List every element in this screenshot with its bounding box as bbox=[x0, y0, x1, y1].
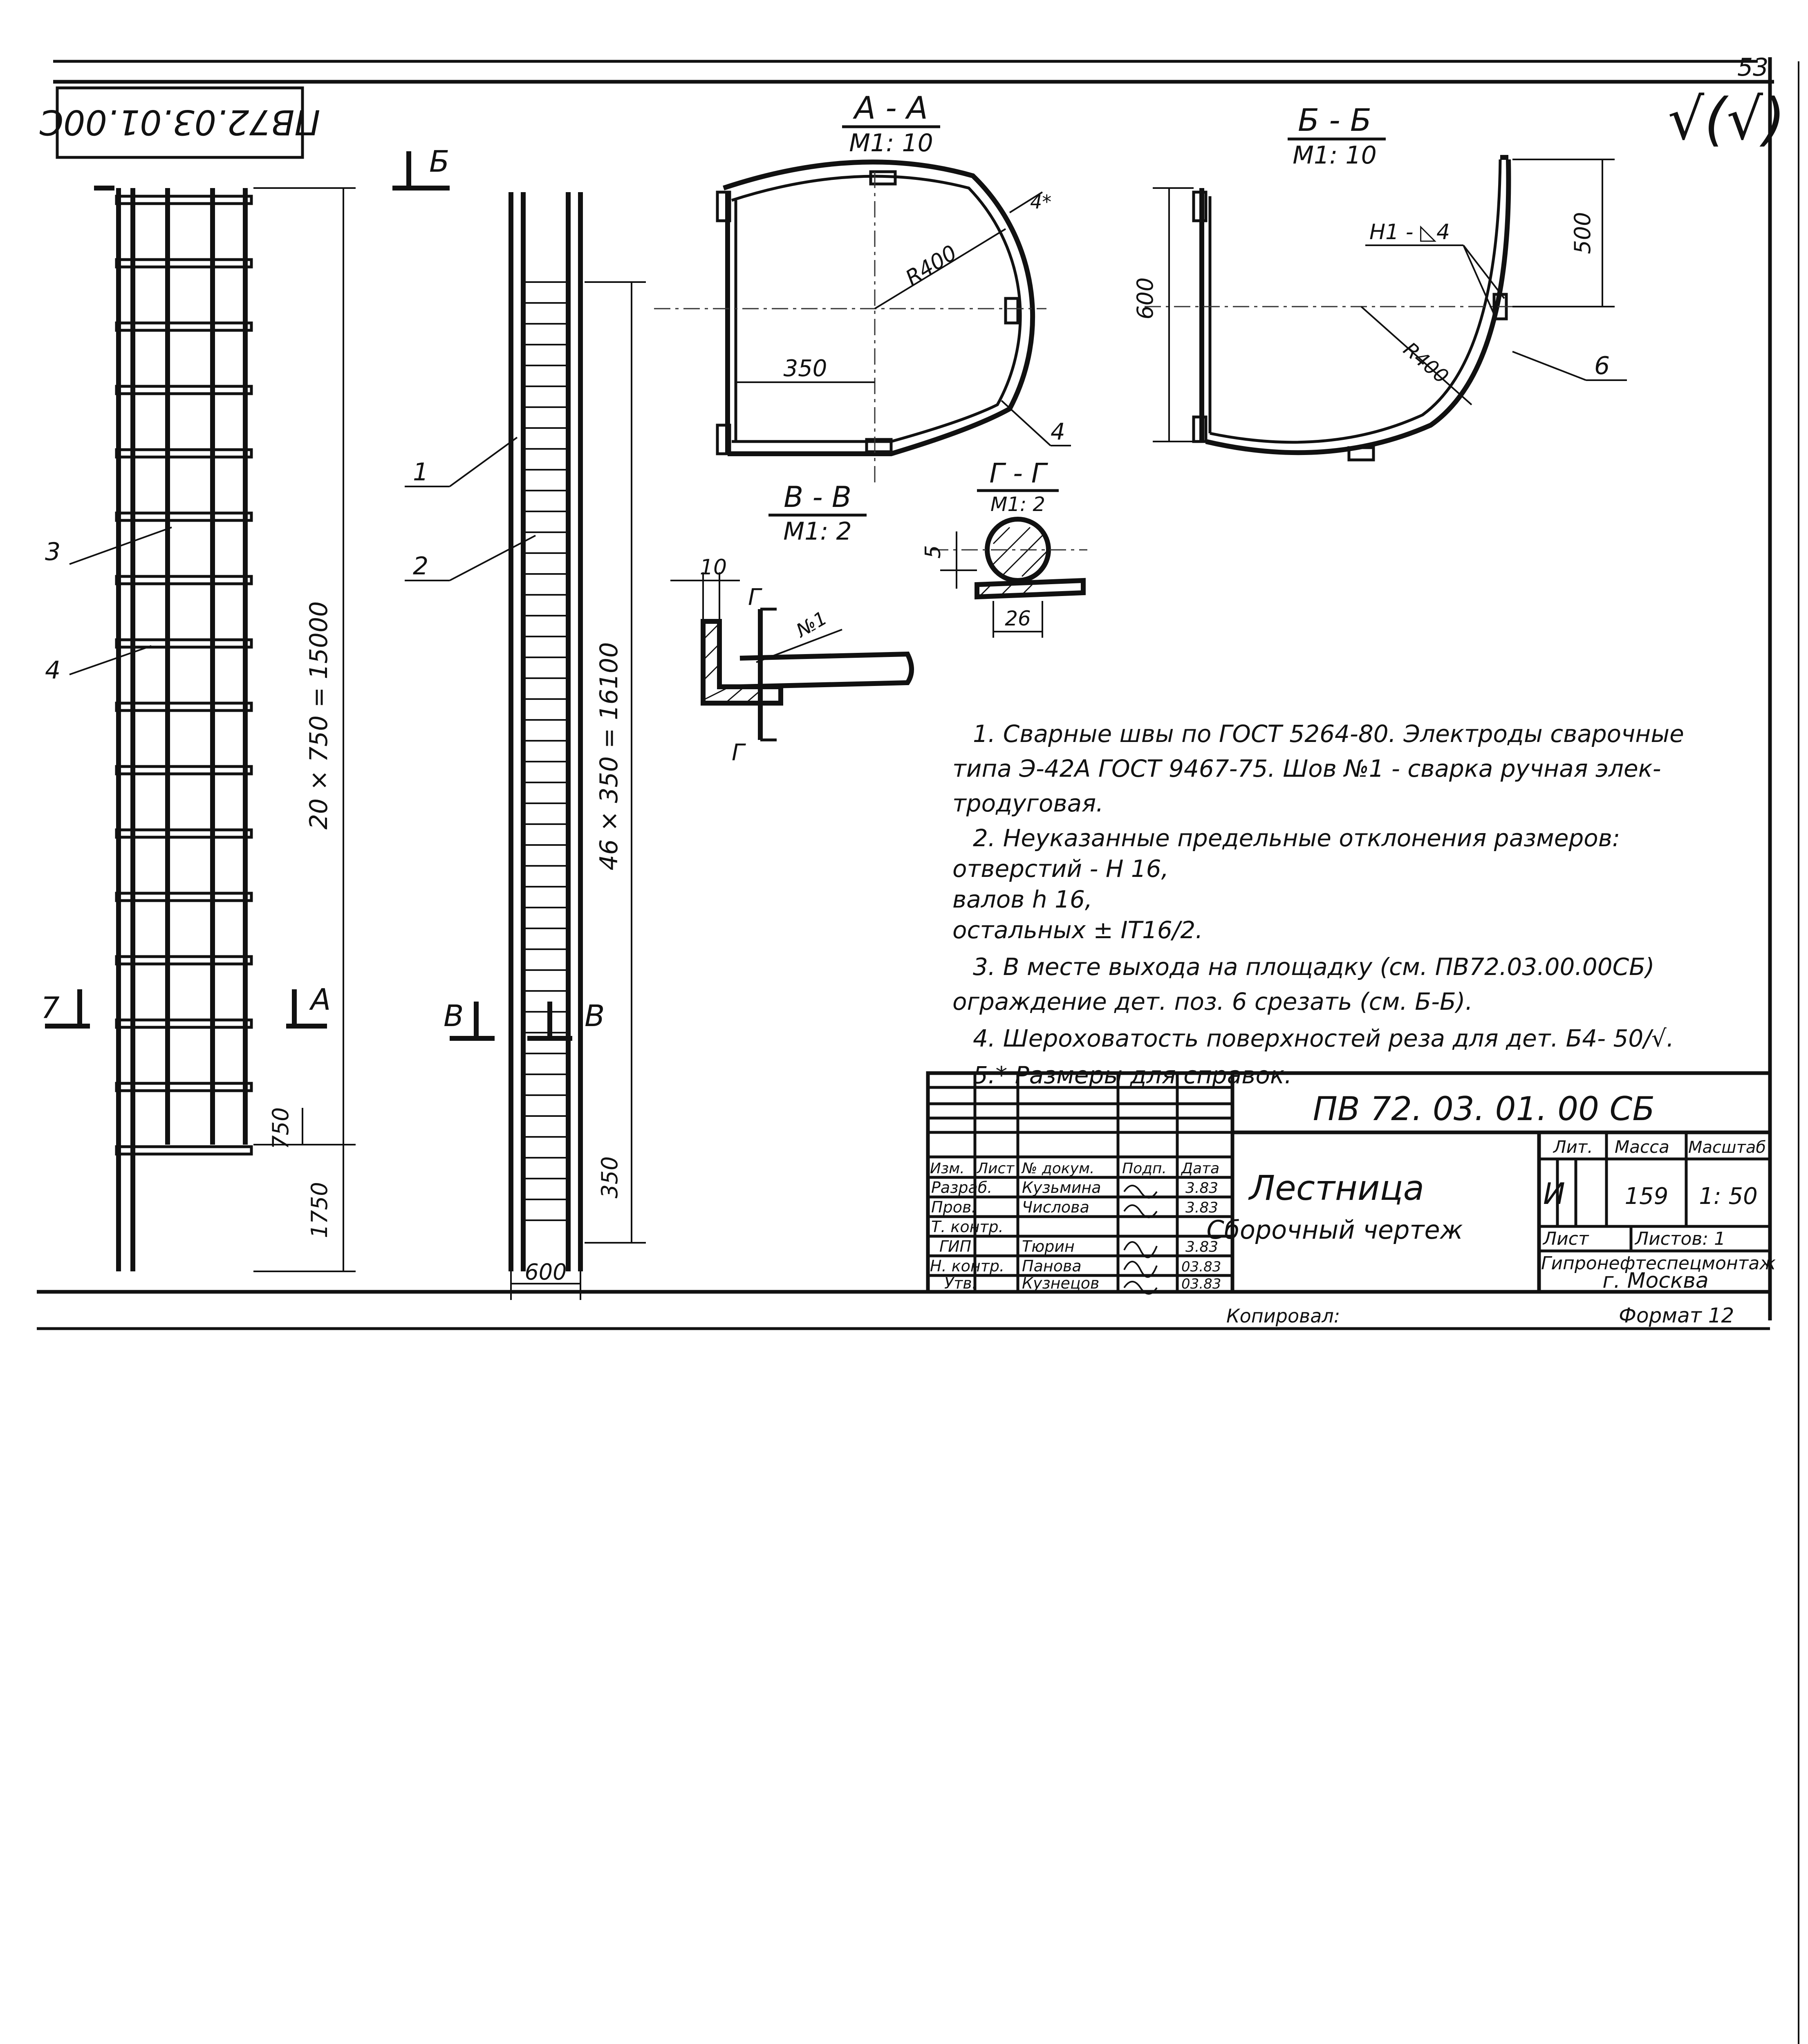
tb-org: Гипронефтеспецмонтаж bbox=[1541, 1253, 1776, 1274]
section-aa-callout-4: 4 bbox=[1051, 419, 1065, 445]
tb-header-change: Изм. bbox=[930, 1160, 965, 1177]
section-mark-a: А bbox=[311, 982, 331, 1017]
section-bb-title: Б - Б bbox=[1297, 102, 1372, 138]
front-rung bbox=[117, 1083, 251, 1091]
tb-doc-code: ПВ 72. 03. 01. 00 СБ bbox=[1313, 1090, 1655, 1128]
front-rung bbox=[117, 957, 251, 964]
front-rung bbox=[117, 513, 251, 520]
tb-row6-date: 03.83 bbox=[1181, 1276, 1221, 1292]
tb-row2-role: Пров. bbox=[931, 1198, 977, 1216]
front-rung bbox=[117, 703, 251, 710]
tb-header-sheet: Лист bbox=[977, 1160, 1015, 1177]
callout-4-left: 4 bbox=[45, 656, 61, 685]
section-vv-scale: М1: 2 bbox=[783, 517, 852, 546]
tb-sheets-label: Листов: 1 bbox=[1635, 1228, 1726, 1249]
front-rung bbox=[117, 1020, 251, 1027]
tb-header-docno: № докум. bbox=[1022, 1160, 1095, 1177]
section-bb-height: 600 bbox=[1132, 277, 1158, 320]
note-line-9: ограждение дет. поз. 6 срезать (см. Б-Б). bbox=[952, 988, 1473, 1015]
section-vv-weld: №1 bbox=[792, 607, 831, 642]
format-label: Формат 12 bbox=[1619, 1304, 1734, 1327]
tb-row4-role: ГИП bbox=[939, 1237, 972, 1255]
front-rung bbox=[117, 450, 251, 457]
tb-row2-date: 3.83 bbox=[1185, 1199, 1219, 1216]
note-line-5: отверстий - Н 16, bbox=[952, 855, 1169, 883]
tb-row6-role: Утв. bbox=[944, 1274, 977, 1292]
section-gg-width: 26 bbox=[1005, 607, 1031, 630]
callout-1: 1 bbox=[413, 458, 429, 486]
note-line-7: остальных ± IT16/2. bbox=[952, 916, 1203, 944]
dim-ladder-side-step: 350 bbox=[597, 1156, 623, 1199]
section-a-a bbox=[654, 90, 1071, 486]
section-b-b bbox=[1132, 102, 1627, 460]
note-line-4: 2. Неуказанные предельные отклонения размеров: bbox=[973, 824, 1620, 852]
tb-row1-name: Кузьмина bbox=[1022, 1179, 1101, 1197]
note-line-6: валов h 16, bbox=[952, 885, 1093, 913]
tb-row5-role: Н. контр. bbox=[930, 1257, 1005, 1275]
front-rung bbox=[117, 640, 251, 647]
front-rung bbox=[117, 1147, 251, 1154]
section-vv-title: В - В bbox=[784, 480, 851, 514]
dim-ladder-total: 20 × 750 = 15000 bbox=[305, 601, 333, 830]
tb-mass-value: 159 bbox=[1624, 1183, 1669, 1210]
tb-header-lit: Лит. bbox=[1553, 1137, 1593, 1157]
section-bb-scale: М1: 10 bbox=[1293, 141, 1377, 170]
ladder-side-view bbox=[405, 192, 646, 1300]
note-line-3: тродуговая. bbox=[952, 789, 1104, 817]
copied-label: Копировал: bbox=[1226, 1305, 1340, 1327]
front-rung bbox=[117, 196, 251, 204]
section-gg-mark-bottom: Г bbox=[732, 740, 745, 766]
front-rung bbox=[117, 576, 251, 584]
tb-row3-role: Т. контр. bbox=[931, 1218, 1004, 1236]
technical-notes bbox=[952, 720, 1684, 1089]
section-aa-radius: R400 bbox=[901, 240, 961, 291]
section-mark-b: Б bbox=[429, 144, 450, 179]
section-mark-v-right: В bbox=[585, 999, 605, 1033]
tb-header-scale: Масштаб bbox=[1688, 1138, 1766, 1157]
tb-row1-role: Разраб. bbox=[931, 1179, 992, 1197]
dim-ladder-bottom: 1750 bbox=[307, 1182, 332, 1238]
section-gg-scale: М1: 2 bbox=[990, 493, 1045, 516]
tb-row4-name: Тюрин bbox=[1022, 1237, 1075, 1255]
front-rung bbox=[117, 323, 251, 330]
front-rung bbox=[117, 260, 251, 267]
tb-subtitle: Сборочный чертеж bbox=[1206, 1215, 1463, 1245]
ladder-front-view bbox=[41, 144, 450, 1271]
note-line-1: 1. Сварные швы по ГОСТ 5264-80. Электроды сварочные bbox=[973, 720, 1684, 748]
signature-marks bbox=[1124, 1186, 1157, 1294]
mirrored-doc-code: ПВ72.03.01.00С bbox=[39, 102, 320, 142]
tb-row1-date: 3.83 bbox=[1185, 1180, 1219, 1197]
page-number: 53 bbox=[1737, 53, 1769, 82]
section-gg-title: Г - Г bbox=[989, 457, 1046, 489]
note-line-11: 5.* Размеры для справок. bbox=[973, 1061, 1292, 1089]
tb-sheet-label: Лист bbox=[1543, 1228, 1589, 1249]
tb-header-date: Дата bbox=[1181, 1160, 1220, 1177]
left-edge-mark: 7 bbox=[41, 991, 60, 1025]
front-rung bbox=[117, 893, 251, 901]
corner-check-mark: √(√) bbox=[1668, 86, 1786, 153]
section-vv-size: 10 bbox=[699, 555, 727, 580]
dim-ladder-side-total: 46 × 350 = 16100 bbox=[595, 642, 623, 871]
tb-row4-date: 3.83 bbox=[1185, 1239, 1219, 1255]
section-mark-v-left: В bbox=[444, 999, 464, 1033]
dim-ladder-step: 750 bbox=[268, 1107, 293, 1150]
tb-lit-value: И bbox=[1543, 1177, 1565, 1211]
tb-row6-name: Кузнецов bbox=[1022, 1274, 1100, 1292]
section-aa-title: А - А bbox=[854, 90, 928, 126]
note-line-8: 3. В месте выхода на площадку (см. ПВ72.03.00.00СБ) bbox=[973, 953, 1655, 981]
section-gg-size: 5 bbox=[921, 545, 945, 559]
tb-row5-name: Панова bbox=[1022, 1257, 1082, 1275]
tb-header-mass: Масса bbox=[1615, 1137, 1669, 1157]
callout-2: 2 bbox=[413, 552, 429, 580]
section-gg-mark-top: Г bbox=[748, 584, 761, 611]
dim-ladder-width: 600 bbox=[524, 1259, 567, 1285]
section-v-v bbox=[670, 480, 912, 766]
tb-scale-value: 1: 50 bbox=[1699, 1183, 1758, 1210]
tb-city: г. Москва bbox=[1602, 1269, 1709, 1293]
section-aa-weld: 4* bbox=[1030, 191, 1052, 213]
callout-3: 3 bbox=[45, 538, 61, 566]
section-aa-scale: М1: 10 bbox=[849, 129, 933, 157]
section-bb-top: 500 bbox=[1570, 212, 1595, 254]
tb-row2-name: Числова bbox=[1022, 1198, 1089, 1216]
note-line-10: 4. Шероховатость поверхностей реза для дет. Б4- 50/√. bbox=[973, 1024, 1674, 1052]
note-line-2: типа Э-42А ГОСТ 9467-75. Шов №1 - сварка ручная элек- bbox=[952, 755, 1661, 782]
front-rung bbox=[117, 386, 251, 394]
section-bb-radius: R400 bbox=[1399, 338, 1453, 388]
title-block bbox=[928, 1073, 1776, 1294]
section-aa-width: 350 bbox=[783, 355, 827, 382]
section-g-g bbox=[921, 457, 1087, 638]
section-bb-weld: Н1 - ◺4 bbox=[1369, 220, 1450, 244]
front-rung bbox=[117, 830, 251, 837]
tb-header-sign: Подп. bbox=[1122, 1160, 1167, 1177]
section-bb-callout-6: 6 bbox=[1594, 352, 1610, 380]
tb-title: Лестница bbox=[1249, 1168, 1425, 1208]
tb-row5-date: 03.83 bbox=[1181, 1259, 1221, 1275]
front-rung bbox=[117, 766, 251, 774]
